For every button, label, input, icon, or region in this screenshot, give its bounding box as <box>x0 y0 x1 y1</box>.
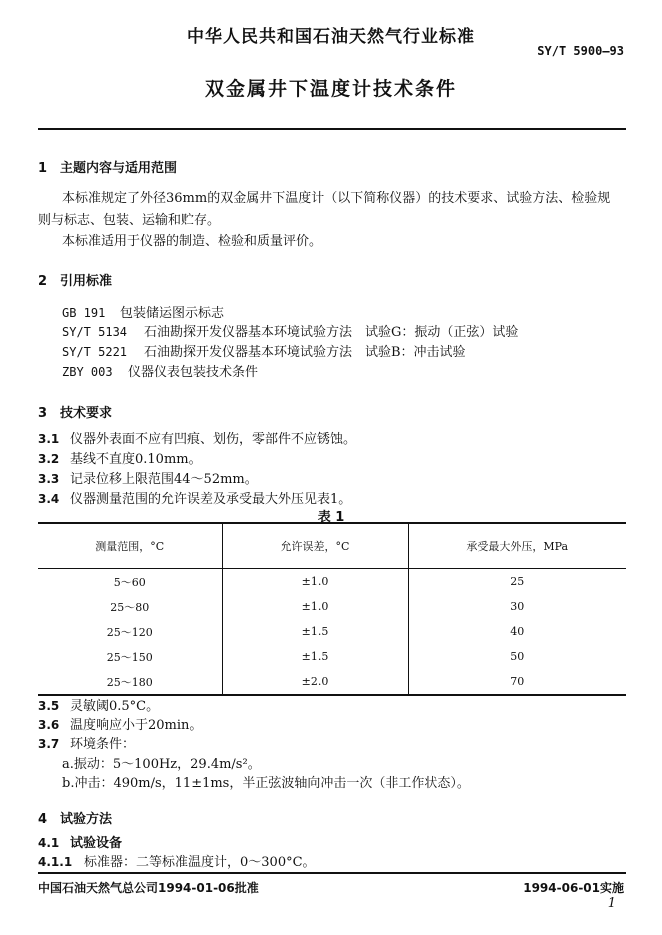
page-number: 1 <box>607 896 616 911</box>
clause-3-2 <box>38 448 202 467</box>
table-cell: 50 <box>408 644 626 669</box>
reference-item <box>62 321 518 340</box>
table-cell: 25～180 <box>38 669 222 695</box>
reference-item <box>62 302 224 321</box>
clause-number: 3.7 <box>38 737 60 751</box>
table-header-cell: 承受最大外压，MPa <box>408 523 626 569</box>
table-cell: 30 <box>408 594 626 619</box>
clause-4-1-1 <box>38 851 316 870</box>
env-condition-vibration: a.振动：5～100Hz，29.4m/s²。 <box>62 757 261 772</box>
table-cell: 25 <box>408 569 626 595</box>
section-1-para1-line1: 本标准规定了外径36mm的双金属井下温度计（以下简称仪器）的技术要求、试验方法、检验规 <box>62 191 611 206</box>
table-cell: 25～150 <box>106 650 153 664</box>
section-3-heading <box>38 402 112 421</box>
clause-number: 4.1.1 <box>38 855 73 869</box>
section-number: 3 <box>38 406 48 421</box>
section-1-heading <box>38 157 177 176</box>
reference-code: SY/T 5221 <box>62 345 128 359</box>
table-row <box>38 569 626 595</box>
section-number: 2 <box>38 274 48 289</box>
clause-text: 试验设备 <box>70 836 123 851</box>
clause-number: 3.4 <box>38 492 60 506</box>
approval-note: 中国石油天然气总公司1994-01-06批准 <box>38 881 259 895</box>
section-4-heading <box>38 808 112 827</box>
table-row <box>38 669 626 695</box>
section-title: 技术要求 <box>60 406 113 421</box>
env-condition-shock: b.冲击：490m/s，11±1ms，半正弦波轴向冲击一次（非工作状态）。 <box>62 776 470 791</box>
section-number: 1 <box>38 161 48 176</box>
clause-text: 温度响应小于20min。 <box>70 718 203 733</box>
reference-text: 石油勘探开发仪器基本环境试验方法 试验B：冲击试验 <box>144 345 466 360</box>
spec-table <box>38 522 626 696</box>
table-row <box>38 619 626 644</box>
section-1-para2: 本标准适用于仪器的制造、检验和质量评价。 <box>62 234 323 249</box>
clause-3-3 <box>38 468 258 487</box>
section-1-para1-line2: 则与标志、包装、运输和贮存。 <box>38 213 221 228</box>
clause-3-4 <box>38 488 351 507</box>
table-cell: ±2.0 <box>222 669 408 695</box>
section-title: 主题内容与适用范围 <box>60 161 178 176</box>
footer-rule <box>38 872 626 874</box>
reference-text: 包装储运图示标志 <box>120 306 225 321</box>
implementation-date: 1994-06-01实施 <box>523 881 624 895</box>
table-header-cell: 测量范围，°C <box>38 523 222 569</box>
section-number: 4 <box>38 812 48 827</box>
table-caption: 表 1 <box>317 510 345 525</box>
section-2-heading <box>38 270 112 289</box>
clause-3-6 <box>38 714 202 733</box>
reference-item <box>62 361 258 380</box>
reference-code: ZBY 003 <box>62 365 113 379</box>
table-cell: 5～60 <box>113 575 146 589</box>
clause-4-1 <box>38 832 122 851</box>
table-cell: 25～120 <box>106 625 153 639</box>
clause-text: 仪器外表面不应有凹痕、划伤，零部件不应锈蚀。 <box>70 432 357 447</box>
reference-item <box>62 341 466 360</box>
table-cell: 40 <box>408 619 626 644</box>
table-header-cell: 允许误差，°C <box>222 523 408 569</box>
clause-number: 3.2 <box>38 452 60 466</box>
table-cell: ±1.5 <box>222 644 408 669</box>
clause-text: 仪器测量范围的允许误差及承受最大外压见表1。 <box>70 492 352 507</box>
clause-text: 标准器：二等标准温度计，0～300°C。 <box>84 855 316 870</box>
table-cell: 70 <box>408 669 626 695</box>
clause-number: 4.1 <box>38 836 60 850</box>
clause-number: 3.5 <box>38 699 60 713</box>
reference-code: GB 191 <box>62 306 106 320</box>
clause-text: 环境条件： <box>70 737 136 752</box>
table-cell: ±1.0 <box>222 569 408 595</box>
clause-text: 记录位移上限范围44～52mm。 <box>70 472 258 487</box>
table-cell: ±1.5 <box>222 619 408 644</box>
table-cell: ±1.0 <box>222 594 408 619</box>
table-header-row <box>38 523 626 569</box>
standard-code: SY/T 5900—93 <box>537 44 624 58</box>
document-title: 双金属井下温度计技术条件 <box>204 78 457 100</box>
table-row <box>38 644 626 669</box>
clause-text: 基线不直度0.10mm。 <box>70 452 202 467</box>
clause-number: 3.6 <box>38 718 60 732</box>
reference-text: 仪器仪表包装技术条件 <box>128 365 259 380</box>
section-title: 引用标准 <box>60 274 113 289</box>
reference-code: SY/T 5134 <box>62 325 128 339</box>
section-title: 试验方法 <box>60 812 113 827</box>
clause-3-5 <box>38 695 159 714</box>
table-cell: 25～80 <box>110 600 150 614</box>
clause-3-7 <box>38 733 135 752</box>
clause-number: 3.3 <box>38 472 60 486</box>
organization-header: 中华人民共和国石油天然气行业标准 <box>187 27 475 47</box>
header-rule <box>38 128 626 130</box>
reference-text: 石油勘探开发仪器基本环境试验方法 试验G：振动（正弦）试验 <box>144 325 519 340</box>
clause-text: 灵敏阈0.5°C。 <box>70 699 160 714</box>
clause-3-1 <box>38 428 356 447</box>
clause-number: 3.1 <box>38 432 60 446</box>
table-row <box>38 594 626 619</box>
